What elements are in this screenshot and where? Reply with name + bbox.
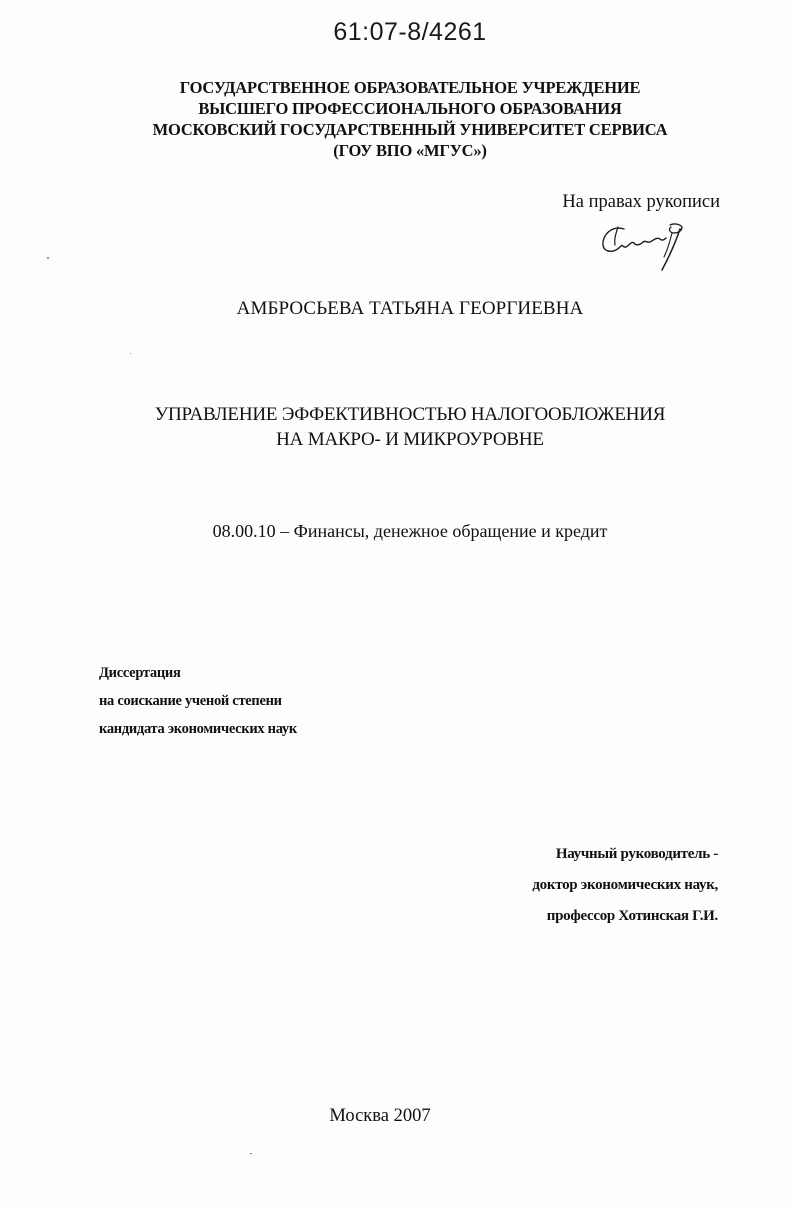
thesis-title bbox=[90, 402, 730, 452]
specialty-code: 08.00.10 – Финансы, денежное обращение и кредит bbox=[212, 521, 608, 541]
institution-line: (ГОУ ВПО «МГУС») bbox=[333, 141, 487, 160]
degree-line: кандидата экономических наук bbox=[99, 721, 297, 737]
degree-line: на соискание ученой степени bbox=[99, 693, 282, 709]
scan-speck bbox=[250, 1153, 252, 1154]
signature-icon bbox=[598, 215, 690, 273]
institution-line: ВЫСШЕГО ПРОФЕССИОНАЛЬНОГО ОБРАЗОВАНИЯ bbox=[198, 99, 622, 118]
scan-speck bbox=[47, 257, 49, 259]
institution-line: МОСКОВСКИЙ ГОСУДАРСТВЕННЫЙ УНИВЕРСИТЕТ СЕРВИСА bbox=[152, 120, 668, 139]
supervisor-line: профессор Хотинская Г.И. bbox=[546, 908, 718, 924]
manuscript-note: На правах рукописи bbox=[562, 192, 720, 212]
institution-block bbox=[100, 77, 720, 161]
title-line: УПРАВЛЕНИЕ ЭФФЕКТИВНОСТЬЮ НАЛОГООБЛОЖЕНИЯ bbox=[154, 404, 666, 425]
title-line: НА МАКРО- И МИКРОУРОВНЕ bbox=[276, 429, 544, 450]
city-year: Москва 2007 bbox=[329, 1106, 431, 1126]
catalog-number: 61:07-8/4261 bbox=[333, 18, 487, 46]
supervisor-line: Научный руководитель - bbox=[555, 846, 718, 862]
degree-block bbox=[99, 659, 297, 743]
supervisor-line: доктор экономических наук, bbox=[532, 877, 718, 893]
supervisor-block bbox=[400, 839, 718, 932]
degree-line: Диссертация bbox=[99, 665, 181, 681]
scan-speck bbox=[130, 353, 131, 354]
author-name: АМБРОСЬЕВА ТАТЬЯНА ГЕОРГИЕВНА bbox=[236, 298, 584, 319]
institution-line: ГОСУДАРСТВЕННОЕ ОБРАЗОВАТЕЛЬНОЕ УЧРЕЖДЕНИЕ bbox=[179, 78, 641, 97]
